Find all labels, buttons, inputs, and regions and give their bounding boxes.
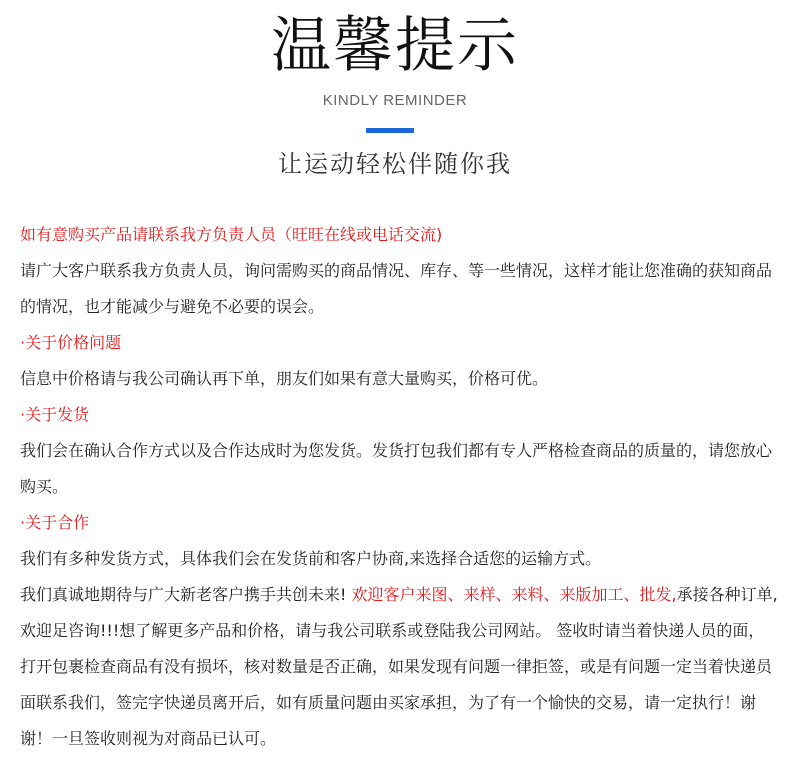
shipping-section-heading: ·关于发货 bbox=[20, 405, 90, 424]
english-subtitle: KINDLY REMINDER bbox=[322, 92, 468, 109]
cooperation-text-1: 我们有多种发货方式，具体我们会在发货前和客户协商,来选择合适您的运输方式。 bbox=[20, 549, 602, 568]
cooperation-highlight: 欢迎客户来图、来样、来料、来版加工、批发, bbox=[351, 585, 677, 604]
cooperation-section-heading: ·关于合作 bbox=[20, 513, 90, 532]
page-title: 温馨提示 bbox=[271, 11, 519, 81]
cooperation-text-2a: 我们真诚地期待与广大新老客户携手共创未来! bbox=[20, 585, 352, 604]
price-section-text: 信息中价格请与我公司确认再下单，朋友们如果有意大量购买，价格可优。 bbox=[20, 369, 549, 388]
intro-heading: 如有意购买产品请联系我方负责人员（旺旺在线或电话交流) bbox=[20, 225, 443, 244]
accent-divider bbox=[366, 128, 414, 133]
price-section-heading: ·关于价格问题 bbox=[20, 333, 122, 352]
cooperation-text-2 bbox=[20, 577, 780, 757]
tagline: 让运动轻松伴随你我 bbox=[278, 150, 512, 178]
cooperation-text-2b: 承接各种订单,欢迎足咨询!!!想了解更多产品和价格，请与我公司联系或登陆我公司网站。 签收时请当着快递人员的面，打开包裹检查商品有没有损坏，核对数量是否正确，如果发现有问题一律拒签，或是有问题一定当着快递员面联系我们，签完字快递员离开后，如有质量问题由买家承担，为了有一个愉快的交易，请一定执行！谢谢！一旦签收则视为对商品已认可。 bbox=[20, 585, 778, 748]
shipping-section-text: 我们会在确认合作方式以及合作达成时为您发货。发货打包我们都有专人严格检查商品的质量的，请您放心购买。 bbox=[20, 441, 773, 496]
intro-text: 请广大客户联系我方负责人员，询问需购买的商品情况、库存、等一些情况，这样才能让您准确的获知商品的情况，也才能减少与避免不必要的误会。 bbox=[20, 261, 773, 316]
reminder-content bbox=[20, 217, 780, 757]
